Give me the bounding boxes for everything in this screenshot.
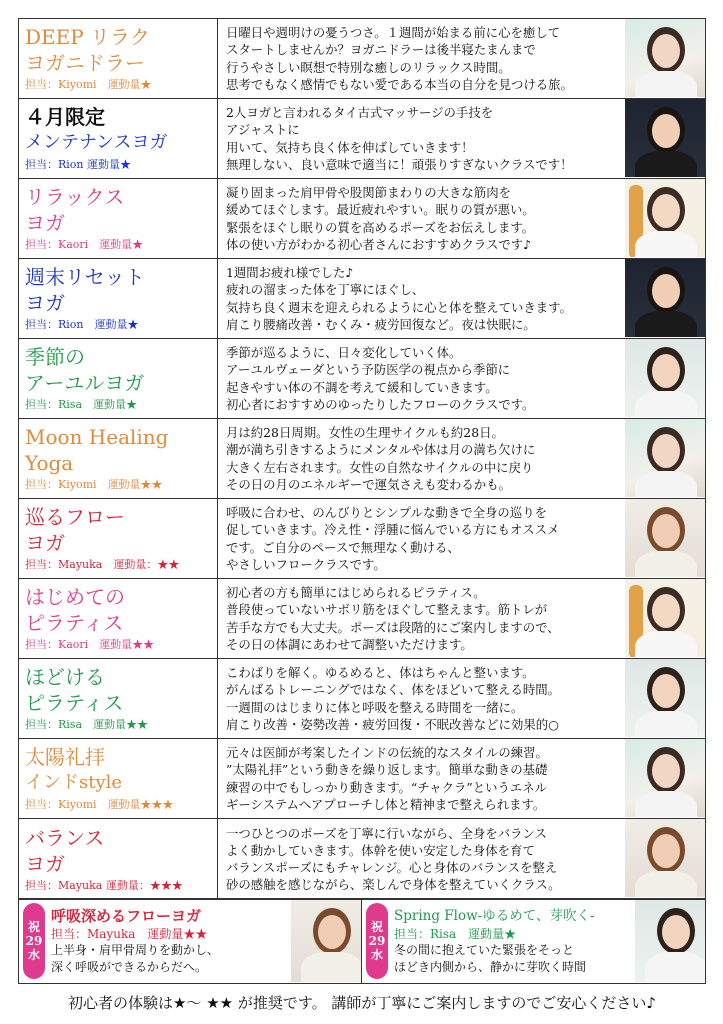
special-class [19, 899, 362, 983]
instructor-intensity: 担当：Kaori 運動量★★ [25, 638, 155, 651]
class-title-line1: Moon Healing [25, 425, 169, 449]
class-description [218, 99, 625, 178]
instructor-photo [291, 900, 361, 982]
class-description [218, 259, 625, 338]
class-row [19, 739, 705, 819]
instructor-photo [625, 339, 705, 417]
class-row [19, 499, 705, 579]
class-title-line2: ヨガニドラー [25, 51, 145, 75]
badge-text: 水 [370, 948, 383, 962]
class-row [19, 19, 705, 99]
instructor-photo [635, 900, 705, 982]
description-line: アーユルヴェーダという予防医学の視点から季節に [226, 362, 511, 378]
holiday-badge [366, 903, 388, 979]
instructor-intensity: 担当：Kiyomi 運動量★★ [25, 478, 163, 491]
description-line: バランスポーズにもチャレンジ。心と身体のバランスを整え [226, 860, 558, 875]
class-title-line1: 週末リセット [25, 265, 145, 289]
class-title-line2: ピラティス [25, 691, 124, 715]
description-line: 1週間お疲れ様でした♪ [226, 265, 354, 281]
description-line: 2人ヨガと言われるタイ古式マッサージの手技を [226, 105, 494, 121]
description-line: 凝り固まった肩甲骨や股関節まわりの大きな筋肉を [226, 185, 511, 201]
class-description [218, 19, 625, 98]
class-title-cell [19, 339, 218, 418]
description-line: 肩こり腰痛改善・むくみ・疲労回復など。夜は快眠に。 [226, 316, 536, 332]
instructor-photo [625, 259, 705, 337]
description-line: ”太陽礼拝”という動きを繰り返します。簡単な動きの基礎 [226, 762, 548, 778]
badge-text: 29 [25, 934, 43, 948]
class-title-cell [19, 99, 218, 178]
class-row [19, 819, 705, 899]
class-title-line1: 巡るフロー [25, 505, 125, 529]
description-line: 気持ち良く週末を迎えられるように心と体を整えていきます。 [226, 299, 572, 315]
class-description [218, 739, 625, 818]
class-title-line2: ヨガ [25, 851, 65, 876]
special-class-info [390, 899, 635, 983]
description-line: やさしいフロークラスです。 [226, 556, 386, 572]
instructor-photo [625, 179, 705, 257]
class-title-cell [19, 739, 218, 818]
description-line: 用いて、気持ち良く体を伸ばしていきます！ [226, 139, 474, 155]
description-line: 無理しない、良い意味で適当に！頑張りすぎないクラスです！ [226, 156, 573, 172]
description-line: 緩めてほぐします。最近疲れやすい。眠りの質が悪い。 [226, 202, 535, 218]
class-description [218, 179, 625, 258]
instructor-intensity: 担当：Risa 運動量★★ [25, 718, 149, 731]
description-line: 体の使い方がわかる初心者さんにおすすめクラスです♪ [226, 236, 532, 252]
class-title-line2: ヨガ [25, 211, 65, 235]
special-class-title: 呼吸深めるフローヨガ [51, 907, 202, 925]
description-line: 潮が満ち引きするようにメンタルや体は月の満ち欠けに [226, 442, 536, 458]
instructor-intensity: 担当：Kiyomi 運動量★ [25, 78, 152, 91]
instructor-intensity: 担当：Mayuka 運動量★★ [51, 927, 208, 941]
class-description [218, 339, 625, 418]
description-line: 苦手な方でも大丈夫。ポーズは段階的にご案内しますので、 [226, 619, 560, 635]
badge-text: 29 [368, 934, 386, 948]
class-title-line1: DEEP リラク [25, 25, 151, 49]
instructor-photo [625, 419, 705, 497]
description-line: 深く呼吸ができるからだへ。 [51, 960, 208, 974]
instructor-photo [625, 659, 705, 737]
description-line: 砂の感触を感じながら、楽しんで身体を整えていくクラス。 [226, 877, 561, 893]
description-line: こわばりを解く。ゆるめると、体はちゃんと整います。 [226, 665, 535, 681]
instructor-intensity: 担当：Kiyomi 運動量★★★ [25, 798, 174, 811]
description-line: よく動かしていきます。体幹を使い安定した身体を育て [226, 842, 535, 858]
class-title-cell [19, 819, 218, 899]
description-line: 起きやすい体の不調を考えて緩和していきます。 [226, 379, 498, 395]
instructor-intensity: 担当：Risa 運動量★ [25, 398, 138, 411]
class-title-line2: ヨガ [25, 291, 65, 315]
description-line: 初心者の方も簡単にはじめられるピラティス。 [226, 585, 486, 601]
class-title-line1: ほどける [25, 665, 105, 689]
instructor-photo [625, 819, 705, 897]
instructor-photo [625, 739, 705, 817]
footer-note: 初心者の体験は★〜 ★★ が推奨です。 講師が丁寧にご案内しますのでご安心ください♪ [67, 994, 657, 1012]
description-line: ギーシステムへアプローチし体と精神まで整えられます。 [226, 796, 546, 812]
description-line: がんばるトレーニングではなく、体をほどいて整える時間。 [226, 682, 561, 698]
class-description [218, 659, 625, 738]
description-line: 上半身・肩甲骨周りを動かし、 [51, 943, 220, 957]
class-description [218, 419, 625, 498]
class-title-cell [19, 259, 218, 338]
class-row [19, 339, 705, 419]
description-line: です。ご自分のペースで無理なく動ける、 [226, 539, 460, 555]
class-row [19, 419, 705, 499]
description-line: その日の体調にあわせて調整いただけます。 [226, 636, 473, 652]
class-title-line1: はじめての [25, 585, 125, 609]
description-line: 緊張をほぐし眠りの質を高めるポーズをお伝えします。 [226, 219, 535, 235]
class-row [19, 179, 705, 259]
holiday-badge [23, 903, 45, 979]
special-class-info [47, 899, 291, 983]
class-description [218, 819, 625, 899]
badge-text: 祝 [370, 920, 383, 934]
class-description [218, 579, 625, 658]
instructor-intensity: 担当：Mayuka 運動量：★★★ [25, 878, 183, 892]
description-line: 練習の中でもしっかり動きます。“チャクラ”というエネル [226, 779, 548, 795]
class-title-line2: ピラティス [25, 611, 124, 635]
description-line: 促していきます。冷え性・浮腫に悩んでいる方にもオススメ [226, 522, 560, 538]
class-title-line2: Yoga [25, 451, 74, 475]
instructor-intensity: 担当：Risa 運動量★ [394, 927, 517, 941]
description-line: 大きく左右されます。女性の自然なサイクルの中に戻り [226, 459, 534, 475]
class-title-line2: ヨガ [25, 531, 65, 555]
class-title-line2: メンテナンスヨガ [25, 132, 168, 153]
class-title-cell [19, 19, 218, 98]
badge-text: 水 [27, 948, 40, 962]
special-class-title: Spring Flow-ゆるめて、芽吹く- [394, 908, 595, 924]
instructor-intensity: 担当：Rion 運動量★ [25, 158, 132, 171]
description-line: 肩こり改善・姿勢改善・疲労回復・不眠改善などに効果的○ [226, 716, 559, 732]
class-title-cell [19, 499, 218, 578]
class-title-cell [19, 579, 218, 658]
instructor-photo [625, 19, 705, 97]
description-line: 冬の間に抱えていた緊張をそっと [394, 943, 575, 957]
class-row [19, 99, 705, 179]
description-line: その日の月のエネルギーで運気さえも変わるかも。 [226, 476, 511, 492]
special-class [362, 899, 705, 983]
description-line: 季節が巡るように、日々変化していく体。 [226, 345, 462, 361]
instructor-photo [625, 499, 705, 577]
class-row [19, 659, 705, 739]
instructor-intensity: 担当：Mayuka 運動量：★★ [25, 558, 180, 571]
class-row [19, 579, 705, 659]
description-line: スタートしませんか？ヨガニドラーは後半寝たまんまで [226, 42, 536, 58]
description-line: 初心者におすすめのゆったりしたフローのクラスです。 [226, 396, 535, 412]
description-line: 元々は医師が考案したインドの伝統的なスタイルの練習。 [226, 745, 548, 761]
description-line: 疲れの溜まった体を丁寧にほぐし、 [226, 282, 425, 298]
badge-text: 祝 [27, 920, 40, 934]
description-line: 一つひとつのポーズを丁寧に行いながら、全身をバランス [226, 825, 547, 841]
instructor-intensity: 担当：Kaori 運動量★ [25, 238, 144, 251]
class-title-line1: リラックス [25, 185, 125, 209]
class-title-cell [19, 659, 218, 738]
class-title-line2: インドstyle [25, 772, 123, 793]
instructor-photo [625, 579, 705, 657]
class-title-line1: ４月限定 [25, 105, 105, 129]
description-line: 普段使っていないサボリ筋をほぐして整えます。筋トレが [226, 602, 548, 618]
instructor-intensity: 担当：Rion 運動量★ [25, 318, 139, 331]
class-title-line1: バランス [25, 825, 105, 850]
description-line: 呼吸に合わせ、のんびりとシンプルな動きで全身の巡りを [226, 505, 547, 521]
class-title-line1: 太陽礼拝 [25, 745, 105, 769]
description-line: アジャストに [226, 122, 300, 138]
instructor-photo [625, 99, 705, 177]
description-line: 日曜日や週明けの憂うつさ。１週間が始まる前に心を癒して [226, 25, 561, 41]
class-description [218, 499, 625, 578]
description-line: 行うやさしい瞑想で特別な癒しのリラックス時間。 [226, 59, 511, 75]
description-line: 思考でもなく感情でもない愛である本当の自分を見つける旅。 [226, 76, 573, 92]
class-title-cell [19, 179, 218, 258]
description-line: ほどき内側から、静かに芽吹く時間 [394, 960, 587, 974]
special-classes [18, 898, 706, 984]
description-line: 月は約28日周期。女性の生理サイクルも約28日。 [226, 425, 504, 441]
description-line: 一週間のはじまりに体と呼吸を整える時間を一緒に。 [226, 699, 524, 715]
class-title-cell [19, 419, 218, 498]
class-row [19, 259, 705, 339]
class-title-line1: 季節の [25, 345, 85, 369]
class-schedule-table [18, 18, 706, 900]
class-title-line2: アーユルヨガ [25, 371, 145, 395]
